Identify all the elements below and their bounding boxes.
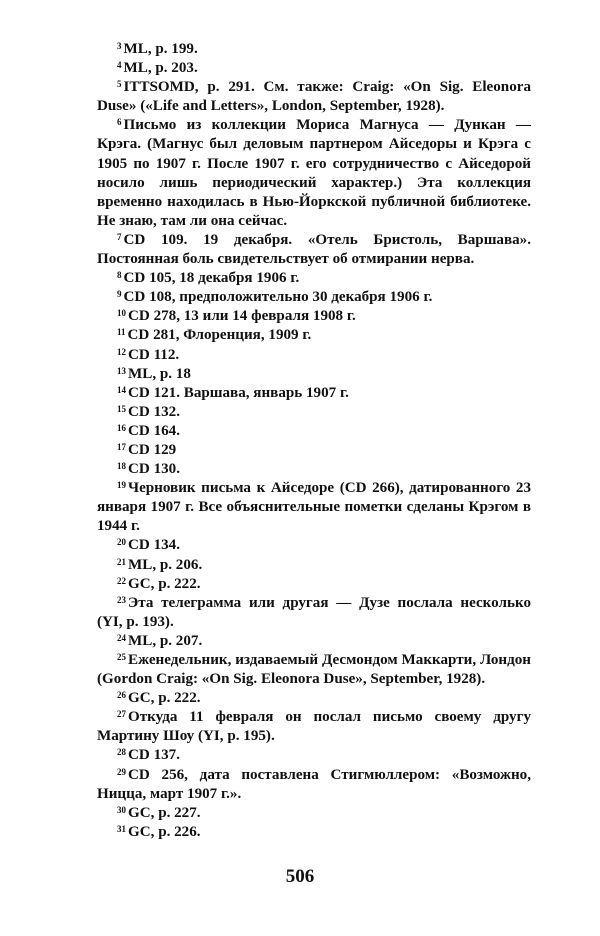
footnote-number: 18 bbox=[117, 461, 126, 472]
footnote-number: 25 bbox=[117, 652, 126, 662]
footnote bbox=[97, 288, 531, 307]
footnote-number: 17 bbox=[117, 441, 126, 452]
footnote-number: 13 bbox=[117, 365, 126, 376]
footnote-text: CD 278, 13 или 14 февраля 1908 г. bbox=[128, 308, 356, 325]
footnote-number: 28 bbox=[117, 747, 126, 758]
footnote bbox=[97, 479, 531, 536]
footnote bbox=[97, 460, 531, 479]
footnote-number: 30 bbox=[117, 804, 126, 815]
footnote-text: CD 137. bbox=[128, 747, 180, 764]
footnote-text: CD 112. bbox=[128, 346, 180, 363]
footnote-text: CD 105, 18 декабря 1906 г. bbox=[123, 270, 300, 287]
footnote-number: 19 bbox=[117, 480, 126, 491]
footnote-number: 10 bbox=[117, 308, 126, 319]
footnote-text: Письмо из коллекции Мориса Магнуса — Дункан — Крэга. (Магнус был деловым партнером Айседоры и Крэга с 1905 по 1907 г. После 1907 г. его сотрудничество с Айседорой носило лишь периодический характер.) Эта коллекция временно находилась в Нью-Йоркской публичной библиотеке. Не знаю, там ли она сейчас. bbox=[97, 117, 531, 229]
footnote bbox=[97, 804, 531, 823]
footnote-text: CD 130. bbox=[128, 461, 180, 478]
footnote-text: GC, p. 227. bbox=[128, 804, 201, 821]
footnote-number: 5 bbox=[117, 79, 122, 90]
footnote-number: 3 bbox=[117, 41, 122, 51]
footnote bbox=[97, 746, 531, 765]
footnote bbox=[97, 536, 531, 555]
footnote-number: 27 bbox=[117, 709, 126, 720]
footnote-number: 20 bbox=[117, 537, 126, 548]
footnote-text: Черновик письма к Айседоре (CD 266), датированного 23 января 1907 г. Все объяснительные пометки сделаны Крэгом в 1944 г. bbox=[97, 480, 531, 535]
footnote-text: CD 281, Флоренция, 1909 г. bbox=[127, 327, 312, 344]
footnote bbox=[97, 326, 531, 345]
footnote-text: GC, p. 222. bbox=[128, 575, 201, 592]
footnote bbox=[97, 307, 531, 326]
footnote bbox=[97, 823, 531, 842]
footnotes-list bbox=[97, 40, 531, 842]
footnote-text: CD 132. bbox=[128, 403, 180, 420]
footnote-text: ML, p. 203. bbox=[123, 60, 198, 77]
footnote-text: CD 256, дата поставлена Стигмюллером: «Возможно, Ницца, март 1907 г.». bbox=[97, 766, 531, 802]
footnote bbox=[97, 403, 531, 422]
footnote-number: 12 bbox=[117, 346, 126, 357]
footnote bbox=[97, 594, 531, 632]
footnote-text: CD 164. bbox=[128, 422, 180, 439]
footnote-text: CD 134. bbox=[128, 537, 180, 554]
footnote bbox=[97, 346, 531, 365]
footnote-text: ML, p. 207. bbox=[128, 632, 203, 649]
footnote-text: GC, p. 222. bbox=[128, 690, 201, 707]
footnote bbox=[97, 422, 531, 441]
footnote-text: CD 121. Варшава, январь 1907 г. bbox=[128, 384, 349, 401]
footnote-text: CD 129 bbox=[128, 441, 177, 458]
footnote-text: Еженедельник, издаваемый Десмондом Маккарти, Лондон (Gordon Craig: «On Sig. Eleonora Duse», September, 1928). bbox=[97, 652, 531, 688]
footnote-text: GC, p. 226. bbox=[128, 823, 201, 840]
footnote-number: 21 bbox=[117, 556, 126, 567]
footnote-number: 29 bbox=[117, 766, 126, 777]
footnote bbox=[97, 365, 531, 384]
footnote bbox=[97, 575, 531, 594]
footnote bbox=[97, 384, 531, 403]
footnote-number: 11 bbox=[117, 327, 126, 338]
footnote bbox=[97, 632, 531, 651]
footnote bbox=[97, 269, 531, 288]
footnote bbox=[97, 708, 531, 746]
footnote-text: CD 108, предположительно 30 декабря 1906 г. bbox=[123, 289, 433, 306]
footnote bbox=[97, 78, 531, 116]
footnote-text: Откуда 11 февраля он послал письмо своему другу Мартину Шоу (YI, p. 195). bbox=[97, 709, 531, 745]
footnote-number: 26 bbox=[117, 690, 126, 701]
footnote-number: 6 bbox=[117, 117, 122, 128]
footnote bbox=[97, 556, 531, 575]
footnote bbox=[97, 689, 531, 708]
footnote-text: CD 109. 19 декабря. «Отель Бристоль, Варшава». Постоянная боль свидетельствует об отмирании нерва. bbox=[97, 231, 531, 268]
footnote-text: ML, p. 206. bbox=[128, 556, 203, 573]
footnote-number: 22 bbox=[117, 575, 126, 586]
footnote-text: ITTSOMD, p. 291. См. также: Craig: «On Sig. Eleonora Duse» («Life and Letters», London, September, 1928). bbox=[97, 79, 531, 115]
footnote-text: ML, p. 199. bbox=[123, 41, 198, 57]
footnote-number: 31 bbox=[117, 823, 126, 834]
footnote-text: Эта телеграмма или другая — Дузе послала несколько (YI, p. 193). bbox=[97, 594, 531, 630]
footnote bbox=[97, 40, 531, 59]
footnote bbox=[97, 116, 531, 231]
footnote-number: 4 bbox=[117, 60, 122, 71]
footnote-text: ML, p. 18 bbox=[128, 365, 191, 382]
footnote-number: 14 bbox=[117, 384, 126, 395]
footnote-number: 16 bbox=[117, 422, 126, 433]
footnote bbox=[97, 651, 531, 689]
footnote bbox=[97, 441, 531, 460]
footnote bbox=[97, 766, 531, 804]
footnote-number: 7 bbox=[117, 231, 122, 242]
footnote-number: 8 bbox=[117, 270, 122, 281]
footnote-number: 15 bbox=[117, 403, 126, 414]
footnote bbox=[97, 59, 531, 78]
page-number: 506 bbox=[285, 866, 315, 887]
footnote-number: 9 bbox=[117, 289, 122, 300]
footnote-number: 23 bbox=[117, 594, 126, 605]
footnote-number: 24 bbox=[117, 632, 126, 643]
footnote bbox=[97, 231, 531, 269]
